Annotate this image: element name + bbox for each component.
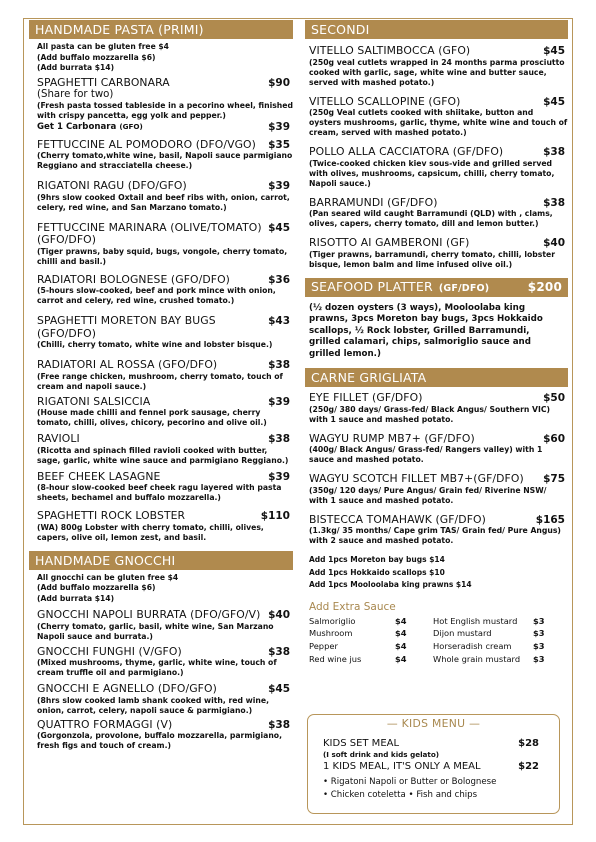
- item-name: BARRAMUNDI (GF/DFO): [309, 195, 438, 209]
- menu-text: (Add buffalo mozzarella $6): [37, 583, 156, 592]
- item-name: BEEF CHEEK LASAGNE: [37, 469, 161, 483]
- menu-text: Hot English mustard: [433, 615, 518, 626]
- item-description: (250g veal cutlets wrapped in 24 months parma prosciutto cooked with garlic, sage, white wine and butter sauce, served with mashed potato.): [309, 57, 565, 87]
- menu-text: Mushroom: [309, 628, 353, 639]
- menu-item: [305, 146, 568, 189]
- item-name: GNOCCHI NAPOLI BURRATA (DFO/GFO/V): [37, 608, 261, 621]
- kids-option: • Chicken coteletta • Fish and chips: [323, 790, 478, 800]
- item-price: $38: [543, 196, 565, 209]
- item-price: $165: [535, 513, 565, 526]
- item-name: RAVIOLI: [37, 432, 80, 445]
- menu-text: $3: [533, 615, 545, 626]
- item-description: (House made chilli and fennel pork sausage, cherry tomato, chilli, olives, chicory, pecorino and olive oil.): [37, 408, 267, 427]
- item-name: POLLO ALLA CACCIATORA (GF/DFO): [309, 145, 504, 158]
- menu-text: Add 1pcs Mooloolaba king prawns $14: [309, 580, 472, 589]
- menu-item: [305, 392, 568, 425]
- item-description: (350g/ 120 days/ Pure Angus/ Grain fed/ Riverine NSW/ with 1 sauce and mashed potato.: [309, 485, 547, 505]
- menu-text: Horseradish cream: [433, 641, 512, 652]
- menu-text: $3: [533, 628, 545, 639]
- menu-text: $3: [533, 641, 545, 652]
- item-name: FETTUCCINE MARINARA (OLIVE/TOMATO) (GFO/DFO): [37, 220, 262, 246]
- item-name: GNOCCHI FUNGHI (V/GFO): [37, 644, 182, 658]
- menu-item: [305, 514, 568, 547]
- item-price: $40: [268, 609, 290, 621]
- item-price: $38: [268, 359, 290, 371]
- menu-text: SECONDI: [311, 22, 370, 37]
- menu-item: [29, 719, 293, 752]
- item-description: (Twice-cooked chicken kiev sous-vide and grilled served with olives, mushrooms, capsicum, chilli, cherry tomato, Napoli sauce.): [309, 158, 555, 188]
- kids-meal: [308, 760, 559, 773]
- item-price: $38: [268, 433, 290, 445]
- item-name: RISOTTO AI GAMBERONI (GF): [309, 236, 470, 249]
- item-price: $45: [268, 221, 290, 234]
- item-name: RIGATONI SALSICCIA: [37, 394, 151, 408]
- menu-text: $28: [518, 738, 539, 749]
- item-name: GNOCCHI E AGNELLO (DFO/GFO): [37, 682, 217, 695]
- menu-text: Add 1pcs Hokkaido scallops $10: [309, 567, 445, 577]
- item-description: (250g Veal cutlets cooked with shiitake, button and oysters mushrooms, garlic, thyme, white wine and touch of cream, served with mashed potato.): [309, 108, 568, 137]
- menu-text: Pepper: [309, 641, 338, 652]
- menu-text: 1 KIDS MEAL, IT'S ONLY A MEAL: [323, 761, 481, 772]
- left-column: [29, 20, 293, 751]
- seafood-description: (½ dozen oysters (3 ways), Mooloolaba king prawns, 3pcs Moreton bay bugs, 3pcs Hokkaido scallops, ½ Rock lobster, Grilled Barramundi, grilled calamari, chips, salmoriglio sauce and grilled lemon.): [309, 302, 543, 359]
- menu-item: [29, 609, 293, 642]
- item-name: RIGATONI RAGU (DFO/GFO): [37, 179, 187, 192]
- kids-option: • Rigatoni Napoli or Butter or Bolognese: [323, 777, 497, 787]
- menu-text: (GF/DFO): [438, 282, 490, 294]
- carne-addons: [305, 554, 568, 592]
- item-name: WAGYU RUMP MB7+ (GF/DFO): [309, 431, 475, 445]
- menu-item: [305, 45, 568, 88]
- seafood-header: [305, 278, 568, 297]
- menu-text: (Share for two): [37, 89, 114, 100]
- menu-text: (Add buffalo mozzarella $6): [37, 52, 156, 62]
- menu-text: Get 1 Carbonara: [37, 122, 117, 132]
- menu-text: $4: [395, 641, 407, 652]
- menu-text: (GFO): [119, 122, 143, 131]
- item-price: $50: [543, 392, 565, 404]
- menu-text: $4: [395, 615, 407, 626]
- secondi-header: [305, 20, 568, 39]
- menu-text: $3: [533, 653, 545, 664]
- menu-item: [29, 510, 293, 543]
- item-description: (8hrs slow cooked lamb shank cooked with, red wine, onion, carrot, celery, napoli sauce & parmigiano.): [37, 695, 270, 715]
- menu-text: Salmoriglio: [309, 615, 356, 626]
- menu-item: [305, 96, 568, 139]
- menu-item: [29, 222, 293, 267]
- item-description: (250g/ 380 days/ Grass-fed/ Black Angus/ Southern VIC) with 1 sauce and mashed potato.: [309, 404, 551, 424]
- menu-text: (Add burrata $14): [37, 593, 115, 603]
- item-description: (5-hours slow-cooked, beef and pork mince with onion, carrot and celery, red wine, crushed tomato.): [37, 286, 276, 305]
- item-description: (Pan seared wild caught Barramundi (QLD) with , clams, olives, capers, cherry tomato, dill and lemon butter.): [309, 209, 553, 228]
- menu-text: $39: [268, 121, 290, 133]
- item-price: $90: [268, 76, 290, 89]
- menu-text: $22: [518, 761, 539, 772]
- item-price: $45: [543, 45, 565, 57]
- item-description: (Chilli, cherry tomato, white wine and lobster bisque.): [37, 340, 273, 349]
- item-price: $60: [543, 432, 565, 445]
- gnocchi-notes: [29, 573, 293, 605]
- gnocchi-header: [29, 551, 293, 570]
- menu-text: $4: [395, 628, 407, 639]
- right-column: [305, 20, 568, 666]
- menu-item: [29, 359, 293, 392]
- item-price: $40: [543, 237, 565, 249]
- item-name: RADIATORI BOLOGNESE (GFO/DFO): [37, 272, 230, 286]
- menu-item: [29, 139, 293, 172]
- item-price: $38: [268, 645, 290, 658]
- item-name: VITELLO SCALLOPINE (GFO): [309, 94, 461, 108]
- item-description: (Tiger prawns, baby squid, bugs, vongole, cherry tomato, chilli and basil.): [37, 246, 288, 266]
- menu-text: (Add burrata $14): [37, 63, 115, 72]
- primi-header: [29, 20, 293, 39]
- menu-item: [29, 646, 293, 679]
- item-description: (Tiger prawns, barramundi, cherry tomato, chilli, lobster bisque, lemon balm and lime infused olive oil.): [309, 249, 556, 269]
- menu-text: CARNE GRIGLIATA: [311, 370, 427, 385]
- sauce-table: [305, 615, 568, 666]
- item-name: FETTUCCINE AL POMODORO (DFO/VGO): [37, 137, 256, 151]
- item-description: (Gorgonzola, provolone, buffalo mozzarella, parmigiano, fresh figs and touch of cream.): [37, 731, 282, 750]
- item-price: $75: [543, 473, 565, 485]
- menu-text: HANDMADE PASTA (PRIMI): [35, 22, 204, 37]
- menu-item: [305, 197, 568, 230]
- item-description: (WA) 800g Lobster with cherry tomato, chilli, olives, capers, olive oil, lemon zest, and basil.: [37, 522, 264, 542]
- item-description: (Cherry tomato,white wine, basil, Napoli sauce parmigiano Reggiano and stracciatella cheese.): [37, 151, 293, 170]
- item-price: $45: [543, 95, 565, 108]
- item-description: (Free range chicken, mushroom, cherry tomato, touch of cream and napoli sauce.): [37, 371, 283, 391]
- menu-text: Add 1pcs Moreton bay bugs $14: [309, 555, 445, 564]
- kids-set-meal: [308, 737, 559, 750]
- kids-menu-box: [307, 714, 560, 814]
- menu-text: KIDS SET MEAL: [323, 738, 400, 749]
- menu-item: [305, 473, 568, 506]
- item-description: (1.3kg/ 35 months/ Cape grim TAS/ Grain fed/ Pure Angus) with 2 sauce and mashed potato.: [309, 526, 561, 545]
- item-price: $39: [268, 180, 290, 192]
- item-name: SPAGHETTI MORETON BAY BUGS (GFO/DFO): [37, 314, 216, 340]
- menu-item: [29, 396, 293, 429]
- item-description: (9hrs slow cooked Oxtail and beef ribs with, onion, carrot, celery, red wine, and San Marzano tomato.): [37, 192, 290, 212]
- item-description: (Cherry tomato, garlic, basil, white wine, San Marzano Napoli sauce and burrata.): [37, 621, 274, 641]
- item-price: $200: [527, 279, 562, 294]
- menu-text: $4: [395, 653, 407, 664]
- menu-item: [29, 471, 293, 504]
- kids-set-desc: (I soft drink and kids gelato): [323, 750, 440, 759]
- item-name: BISTECCA TOMAHAWK (GF/DFO): [309, 512, 486, 526]
- item-name: SPAGHETTI CARBONARA: [37, 75, 170, 89]
- menu-item: [29, 274, 293, 307]
- item-price: $43: [268, 315, 290, 327]
- menu-text: All pasta can be gluten free $4: [37, 42, 169, 51]
- item-price: $35: [268, 138, 290, 151]
- item-price: $39: [268, 470, 290, 483]
- item-name: RADIATORI AL ROSSA (GFO/DFO): [37, 358, 218, 371]
- item-price: $38: [543, 146, 565, 158]
- item-name: WAGYU SCOTCH FILLET MB7+(GF/DFO): [309, 472, 524, 485]
- item-price: $39: [268, 395, 290, 408]
- item-price: $110: [260, 510, 290, 522]
- item-name: QUATTRO FORMAGGI (V): [37, 717, 173, 731]
- menu-item: [29, 180, 293, 213]
- item-name: VITELLO SALTIMBOCCA (GFO): [309, 44, 471, 57]
- menu-text: Red wine jus: [309, 653, 362, 664]
- item-price: $38: [268, 718, 290, 731]
- menu-item: [29, 683, 293, 716]
- item-description: (8-hour slow-cooked beef cheek ragu layered with pasta sheets, bechamel and buffalo mozzarella.): [37, 483, 282, 502]
- menu-text: Dijon mustard: [433, 628, 492, 639]
- menu-item: [29, 315, 293, 350]
- carne-header: [305, 368, 568, 387]
- item-name: SPAGHETTI ROCK LOBSTER: [37, 509, 186, 522]
- menu-text: Whole grain mustard: [433, 653, 521, 664]
- item-price: $36: [268, 273, 290, 286]
- menu-item: [305, 237, 568, 270]
- menu-text: HANDMADE GNOCCHI: [35, 552, 176, 568]
- menu-item: [305, 433, 568, 466]
- item-name: EYE FILLET (GF/DFO): [309, 391, 423, 404]
- menu-text: All gnocchi can be gluten free $4: [37, 572, 179, 582]
- extra-sauce-title: Add Extra Sauce: [309, 600, 396, 613]
- item-description: (Mixed mushrooms, thyme, garlic, white wine, touch of cream truffle oil and parmigiano.): [37, 658, 277, 677]
- kids-menu-title: — KIDS MENU —: [386, 717, 481, 730]
- primi-notes: [29, 42, 293, 74]
- item-price: $45: [268, 683, 290, 695]
- menu-item-carbonara: [29, 77, 293, 134]
- item-description: (Ricotta and spinach filled ravioli cooked with butter, sage, garlic, white wine sauce and parmigiano Reggiano.): [37, 445, 289, 465]
- menu-item: [29, 433, 293, 466]
- item-description: (400g/ Black Angus/ Grass-fed/ Rangers valley) with 1 sauce and mashed potato.: [309, 445, 543, 464]
- item-description: (Fresh pasta tossed tableside in a pecorino wheel, finished with crispy pancetta, egg yolk and pepper.): [37, 101, 293, 120]
- menu-text: SEAFOOD PLATTER: [311, 278, 433, 294]
